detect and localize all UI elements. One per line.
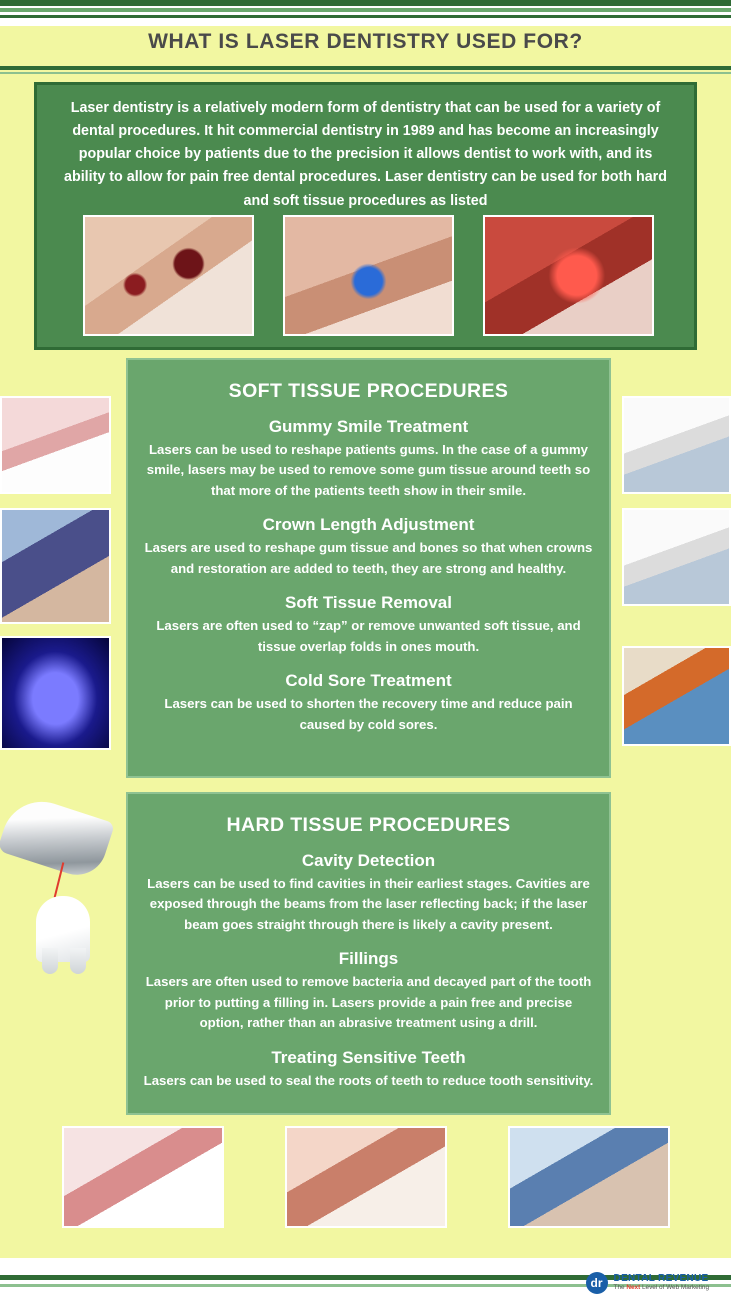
procedure-cold-sore-treatment [128, 671, 609, 735]
tooth-root-left-shape [42, 948, 58, 974]
procedure-cavity-detection [128, 851, 609, 935]
logo-tagline-pre: The [613, 1283, 627, 1291]
top-stripe-dark [0, 0, 731, 6]
logo-tagline [614, 1285, 709, 1292]
top-stripe-group [0, 0, 731, 26]
procedure-title: Gummy Smile Treatment [268, 417, 469, 436]
hard-tissue-heading: HARD TISSUE PROCEDURES [226, 814, 511, 836]
procedure-description: Lasers are often used to remove bacteria and decayed part of the tooth prior to putting a filling in. Lasers provide a pain free and precise option, rather than an abrasive treatment using a drill. [145, 974, 592, 1031]
bottom-photo-row [0, 1126, 731, 1228]
footer [0, 1258, 731, 1300]
logo-tagline-accent: Next [626, 1283, 641, 1291]
top-stripe-light [0, 8, 731, 12]
photo-gum-laser-closeup [0, 396, 111, 494]
soft-tissue-section [126, 358, 611, 778]
photo-patient-orange-goggles [0, 508, 111, 624]
photo-uv-teeth-glow [0, 636, 111, 750]
procedure-soft-tissue-removal [128, 593, 609, 657]
tooth-root-right-shape [70, 948, 86, 974]
photo-smile-laser-tip [285, 1126, 447, 1228]
procedure-gummy-smile-treatment [128, 417, 609, 501]
illustration-laser-handpiece-tooth [0, 800, 120, 970]
title-divider-light [0, 72, 731, 74]
logo-company-name: DENTAL REVENUE [613, 1273, 709, 1285]
handpiece-icon [0, 791, 115, 882]
photo-child-red-goggles [622, 646, 731, 746]
photo-patient-blue-drape [508, 1126, 670, 1228]
page-title: WHAT IS LASER DENTISTRY USED FOR? [148, 30, 583, 53]
photo-teeth-laser-probe [622, 396, 731, 494]
procedure-treating-sensitive-teeth [128, 1048, 609, 1091]
procedure-description: Lasers can be used to seal the roots of teeth to reduce tooth sensitivity. [143, 1072, 594, 1088]
procedure-description: Lasers are often used to “zap” or remove unwanted soft tissue, and tissue overlap folds in ones mouth. [156, 618, 581, 654]
logo-tagline-post: Level of Web Marketing [640, 1283, 709, 1291]
procedure-description: Lasers can be used to reshape patients gums. In the case of a gummy smile, lasers may be used to remove some gum tissue around teeth so that more of the patients teeth show in their smile. [146, 442, 591, 498]
logo-text [614, 1274, 709, 1291]
hard-tissue-section [126, 792, 611, 1115]
footer-logo[interactable] [586, 1272, 709, 1294]
intro-panel [34, 82, 697, 350]
intro-photo-row [37, 215, 700, 336]
soft-tissue-heading: SOFT TISSUE PROCEDURES [228, 380, 509, 402]
procedure-title: Cold Sore Treatment [285, 671, 452, 691]
photo-dental-handpiece-teeth [622, 508, 731, 606]
top-stripe-dark-thin [0, 15, 731, 18]
procedure-description: Lasers are used to reshape gum tissue and bones so that when crowns and restoration are added to teeth, they are strong and healthy. [144, 540, 593, 576]
procedure-title: Cavity Detection [301, 851, 436, 870]
page-title-wrap [0, 30, 731, 54]
procedure-title: Soft Tissue Removal [285, 593, 452, 613]
photo-red-laser-gums [483, 215, 654, 336]
procedure-fillings [128, 949, 609, 1033]
photo-patient-purple-retractor [83, 215, 254, 336]
title-divider-dark [0, 66, 731, 70]
procedure-crown-length-adjustment [128, 515, 609, 579]
intro-paragraph: Laser dentistry is a relatively modern form of dentistry that can be used for a variety of dental procedures. It hit commercial dentistry in 1989 and has become an increasingly popular choice by patients due to the precision it allows dentist to work with, and its ability to allow for pain free dental procedures. Laser dentistry can be used for both hard and soft tissue procedures as listed [64, 100, 667, 209]
procedure-title: Crown Length Adjustment [262, 515, 475, 535]
photo-teeth-model-gums [62, 1126, 224, 1228]
photo-blue-curing-light [283, 215, 454, 336]
procedure-title: Treating Sensitive Teeth [271, 1047, 466, 1067]
procedure-description: Lasers can be used to shorten the recovery time and reduce pain caused by cold sores. [164, 696, 573, 732]
procedure-title: Fillings [338, 949, 399, 969]
procedure-description: Lasers can be used to find cavities in their earliest stages. Cavities are exposed through the beams from the laser reflecting back; if the laser beam goes straight through there is likely a cavity present. [147, 876, 590, 932]
logo-mark-icon: dr [586, 1272, 608, 1294]
